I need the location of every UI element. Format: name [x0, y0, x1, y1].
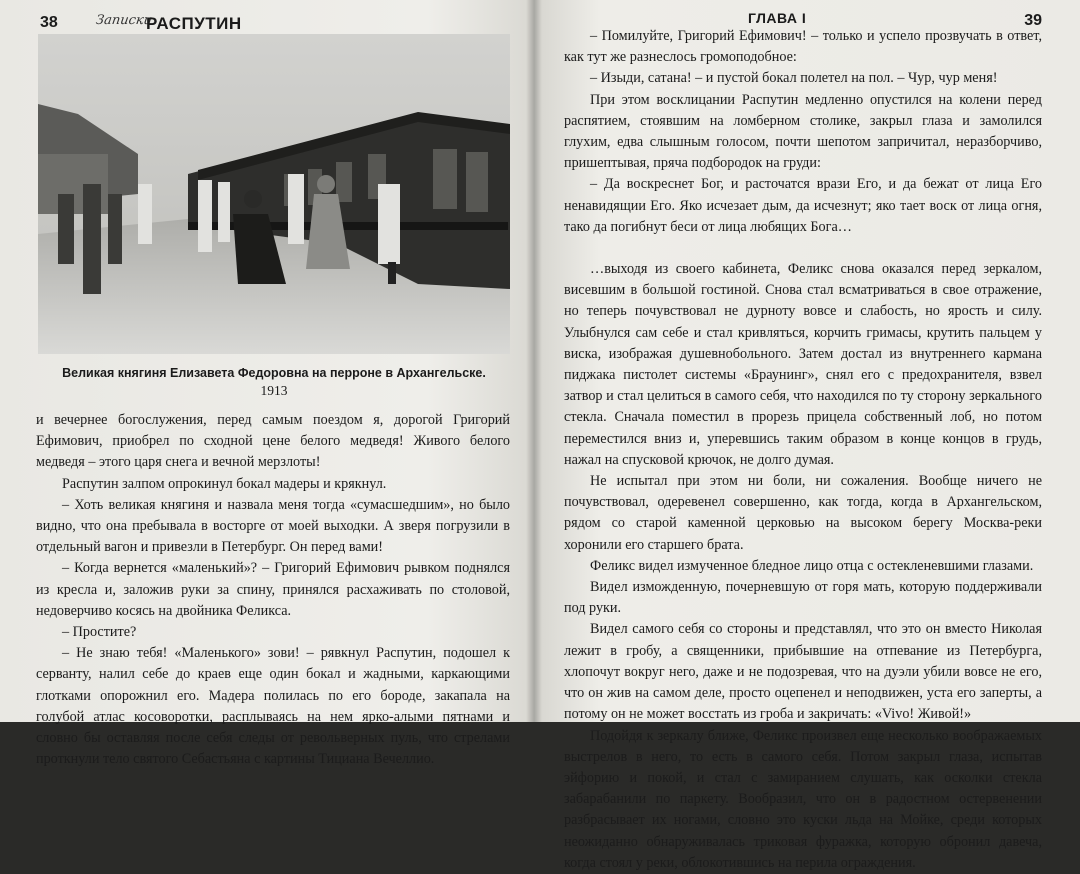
chapter-title: ГЛАВА I [748, 10, 807, 26]
paragraph: – Помилуйте, Григорий Ефимович! – только и успело прозвучать в ответ, как тут же разнеслось громоподобное: [564, 28, 1042, 66]
left-text-column [36, 410, 510, 770]
paragraph: Видел самого себя со стороны и представлял, что это он вместо Николая лежит в гробу, а священники, прибывшие на отпевание из Петербурга, хлопочут вокруг него, даже и не подозревая, что на дуэли убили вовсе не его, что он жив на самом деле, просто оцепенел и неподвижен, уста его заперты, а потому он не может восстать из гроба и закричать: «Vivo! Живой!» [564, 621, 1042, 723]
paragraph: и вечернее богослужения, перед самым поездом я, дорогой Григорий Ефимович, приобрел по сходной цене белого медведя! Живого белого медведя – этого царя снега и вечной мерзлоты! [36, 412, 510, 471]
book-gutter [526, 0, 542, 722]
right-text-column [564, 26, 1042, 874]
paragraph: Подойдя к зеркалу ближе, Феликс произвел еще несколько воображаемых выстрелов в него, то есть в самого себя. Потом закрыл глаза, испытав эйфорию и покой, и стал с замиранием слушать, как осколки стекла забарабанили по паркету. Вообразил, что он в радостном остервенении разбрасывает их ногами, словно это куски льда на Мойке, среди которых неожиданно обнаруживалась триковая фуражка, которую обронил давеча, когда стоял у реки, облокотившись на перила ограждения. [564, 727, 1042, 871]
paragraph: …выходя из своего кабинета, Феликс снова оказался перед зеркалом, висевшим в большой гостиной. Снова стал всматриваться в свое отражение, но теперь почувствовал не дурноту вовсе и слабость, но ярость и силу. Улыбнулся сам себе и стал кривляться, корчить гримасы, крутить пальцем у виска, изображая душевнобольного. Затем достал из внутреннего кармана пиджака пистолет системы «Браунинг», снял его с предохранителя, взвел затвор и стал целиться в самого себя, что находился по ту сторону зеркального стекла. Сначала поместил в прорезь прицела собственный лоб, но потом переместился вниз и, уперевшись таким образом в конце концов в грудь, нажал на спусковой крючок, не долго думая. [564, 261, 1042, 468]
caption-year: 1913 [260, 383, 288, 398]
paragraph: Распутин залпом опрокинул бокал мадеры и крякнул. [62, 475, 387, 492]
paragraph: – Простите? [62, 624, 137, 641]
left-page [0, 0, 534, 768]
page-number-right: 39 [1024, 12, 1042, 29]
photo-caption [38, 365, 510, 399]
historical-photo [38, 34, 510, 354]
right-page [534, 0, 1080, 871]
photo-platform-train [38, 34, 510, 354]
paragraph: – Не знаю тебя! «Маленького» зови! – рявкнул Распутин, подошел к серванту, налил себе до краев еще один бокал и жадными, каркающими глотками опорожнил его. Мадера полилась по его бороде, закапала на голубой атлас косоворотки, расплываясь на нем ярко-алыми пятнами и словно бы оставляя после себя следы от револьверных пуль, что стрелами проткнули тело святого Себастьяна с картины Тициана Вечеллио. [36, 645, 510, 768]
paragraph: – Когда вернется «маленький»? – Григорий Ефимович рывком поднялся из кресла и, заложив руки за спину, принялся расхаживать по столовой, недоверчиво косясь на двойника Феликса. [36, 560, 510, 619]
paragraph: Феликс видел измученное бледное лицо отца с остекленевшими глазами. [590, 557, 1034, 574]
paragraph: – Изыди, сатана! – и пустой бокал полетел на пол. – Чур, чур меня! [590, 70, 998, 87]
page-number-left: 38 [40, 14, 58, 31]
paragraph: – Хоть великая княгиня и назвала меня тогда «сумасшедшим», но было видно, что она пребывала в восторге от моей выходки. А зверя погрузили в отдельный вагон и привезли в Петербург. Он перед вами! [36, 496, 510, 556]
paragraph: – Да воскреснет Бог, и расточатся врази Его, и да бежат от лица Его ненавидящии Его. Яко исчезает дым, да исчезнут; яко тает воск от лица огня, тако да погибнут беси от лица любящих Бога… [564, 176, 1042, 235]
paragraph: Видел изможденную, почерневшую от горя мать, которую поддерживали под руки. [564, 579, 1042, 617]
caption-text: Великая княгиня Елизавета Федоровна на перроне в Архангельске. [62, 366, 486, 380]
paragraph: Не испытал при этом ни боли, ни сожаления. Вообще ничего не почувствовал, одеревенел совершенно, как тогда, когда в Архангельском, рядом со старой каменной церковью на высоком берегу Москва-реки хоронили его старшего брата. [564, 473, 1042, 553]
script-signature: Записки [94, 13, 154, 28]
paragraph: При этом восклицании Распутин медленно опустился на колени перед распятием, стоявшим на ломберном столике, закрыл глаза и замолился глухим, едва слышным голосом, почти шепотом запричитал, неразборчиво, пришептывая, пряча подбородок на груди: [564, 91, 1042, 172]
running-title: РАСПУТИН [146, 14, 242, 33]
